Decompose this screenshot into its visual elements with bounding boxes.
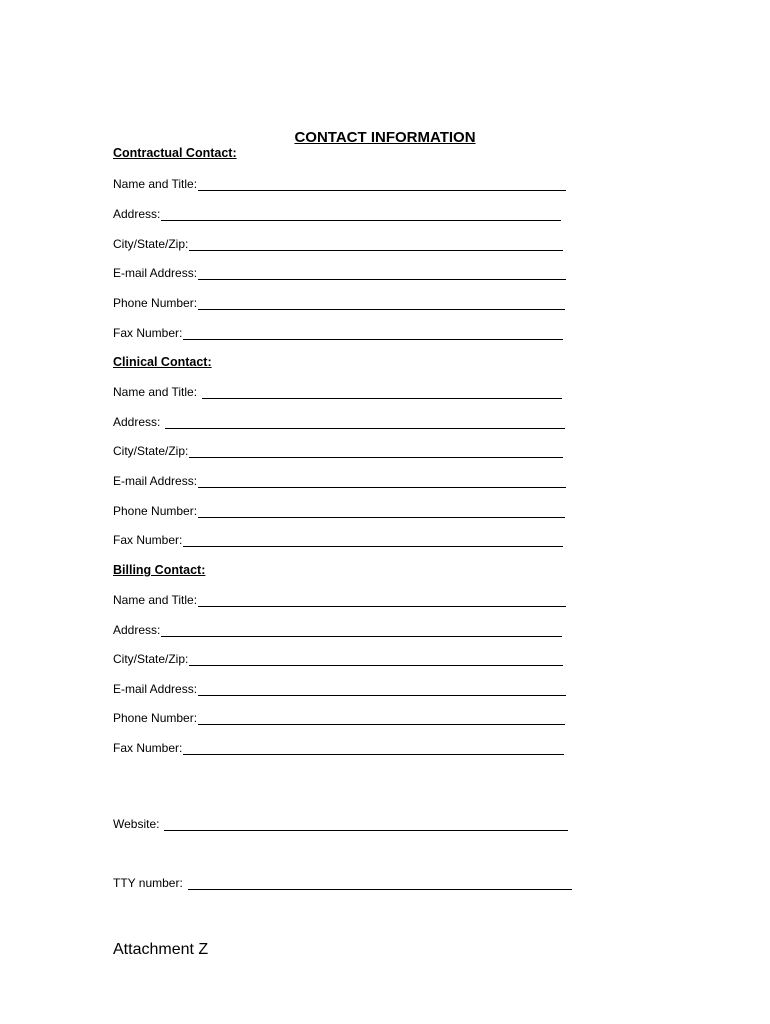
clinical-email-field[interactable] bbox=[113, 472, 566, 488]
fill-line[interactable] bbox=[198, 297, 565, 310]
field-label: Name and Title: bbox=[113, 385, 198, 399]
billing-address-field[interactable] bbox=[113, 621, 562, 637]
fill-line[interactable] bbox=[161, 208, 561, 221]
field-label: Address: bbox=[113, 623, 161, 637]
field-label: Fax Number: bbox=[113, 326, 183, 340]
field-label: City/State/Zip: bbox=[113, 444, 189, 458]
fill-line[interactable] bbox=[183, 534, 563, 547]
fill-line[interactable] bbox=[198, 683, 566, 696]
fill-line[interactable] bbox=[198, 475, 566, 488]
fill-line[interactable] bbox=[188, 877, 572, 890]
fill-line[interactable] bbox=[202, 386, 562, 399]
field-label: Fax Number: bbox=[113, 533, 183, 547]
field-label: E-mail Address: bbox=[113, 266, 198, 280]
contractual-address-field[interactable] bbox=[113, 205, 561, 221]
clinical-city-state-zip-field[interactable] bbox=[113, 442, 563, 458]
billing-email-field[interactable] bbox=[113, 680, 566, 696]
contractual-email-field[interactable] bbox=[113, 264, 566, 280]
clinical-phone-field[interactable] bbox=[113, 502, 565, 518]
billing-name-title-field[interactable] bbox=[113, 591, 566, 607]
fill-line[interactable] bbox=[189, 445, 563, 458]
field-label: City/State/Zip: bbox=[113, 237, 189, 251]
fill-line[interactable] bbox=[198, 594, 566, 607]
tty-number-field[interactable] bbox=[113, 874, 572, 890]
field-label: Address: bbox=[113, 207, 161, 221]
field-label: Phone Number: bbox=[113, 296, 198, 310]
billing-phone-field[interactable] bbox=[113, 709, 565, 725]
field-label: City/State/Zip: bbox=[113, 652, 189, 666]
fill-line[interactable] bbox=[183, 327, 563, 340]
field-label: Website: bbox=[113, 817, 160, 831]
attachment-label: Attachment Z bbox=[113, 941, 209, 958]
fill-line[interactable] bbox=[198, 505, 565, 518]
fill-line[interactable] bbox=[189, 653, 563, 666]
clinical-fax-field[interactable] bbox=[113, 531, 563, 547]
field-label: Name and Title: bbox=[113, 593, 198, 607]
fill-line[interactable] bbox=[198, 267, 566, 280]
fill-line[interactable] bbox=[183, 742, 564, 755]
field-label: Phone Number: bbox=[113, 711, 198, 725]
billing-fax-field[interactable] bbox=[113, 739, 564, 755]
clinical-name-title-field[interactable] bbox=[113, 383, 562, 399]
section-heading-billing: Billing Contact: bbox=[113, 563, 206, 577]
contractual-fax-field[interactable] bbox=[113, 324, 563, 340]
clinical-address-field[interactable] bbox=[113, 413, 565, 429]
field-label: TTY number: bbox=[113, 876, 183, 890]
field-label: Phone Number: bbox=[113, 504, 198, 518]
fill-line[interactable] bbox=[198, 178, 566, 191]
fill-line[interactable] bbox=[165, 416, 565, 429]
page-title: CONTACT INFORMATION bbox=[294, 129, 476, 146]
fill-line[interactable] bbox=[164, 818, 568, 831]
field-label: Address: bbox=[113, 415, 161, 429]
fill-line[interactable] bbox=[189, 238, 563, 251]
contractual-name-title-field[interactable] bbox=[113, 175, 566, 191]
field-label: Name and Title: bbox=[113, 177, 198, 191]
contractual-city-state-zip-field[interactable] bbox=[113, 235, 563, 251]
field-label: E-mail Address: bbox=[113, 682, 198, 696]
billing-city-state-zip-field[interactable] bbox=[113, 650, 563, 666]
fill-line[interactable] bbox=[198, 712, 565, 725]
website-field[interactable] bbox=[113, 815, 568, 831]
contractual-phone-field[interactable] bbox=[113, 294, 565, 310]
fill-line[interactable] bbox=[161, 624, 562, 637]
section-heading-clinical: Clinical Contact: bbox=[113, 355, 212, 369]
field-label: E-mail Address: bbox=[113, 474, 198, 488]
section-heading-contractual: Contractual Contact: bbox=[113, 146, 237, 160]
field-label: Fax Number: bbox=[113, 741, 183, 755]
